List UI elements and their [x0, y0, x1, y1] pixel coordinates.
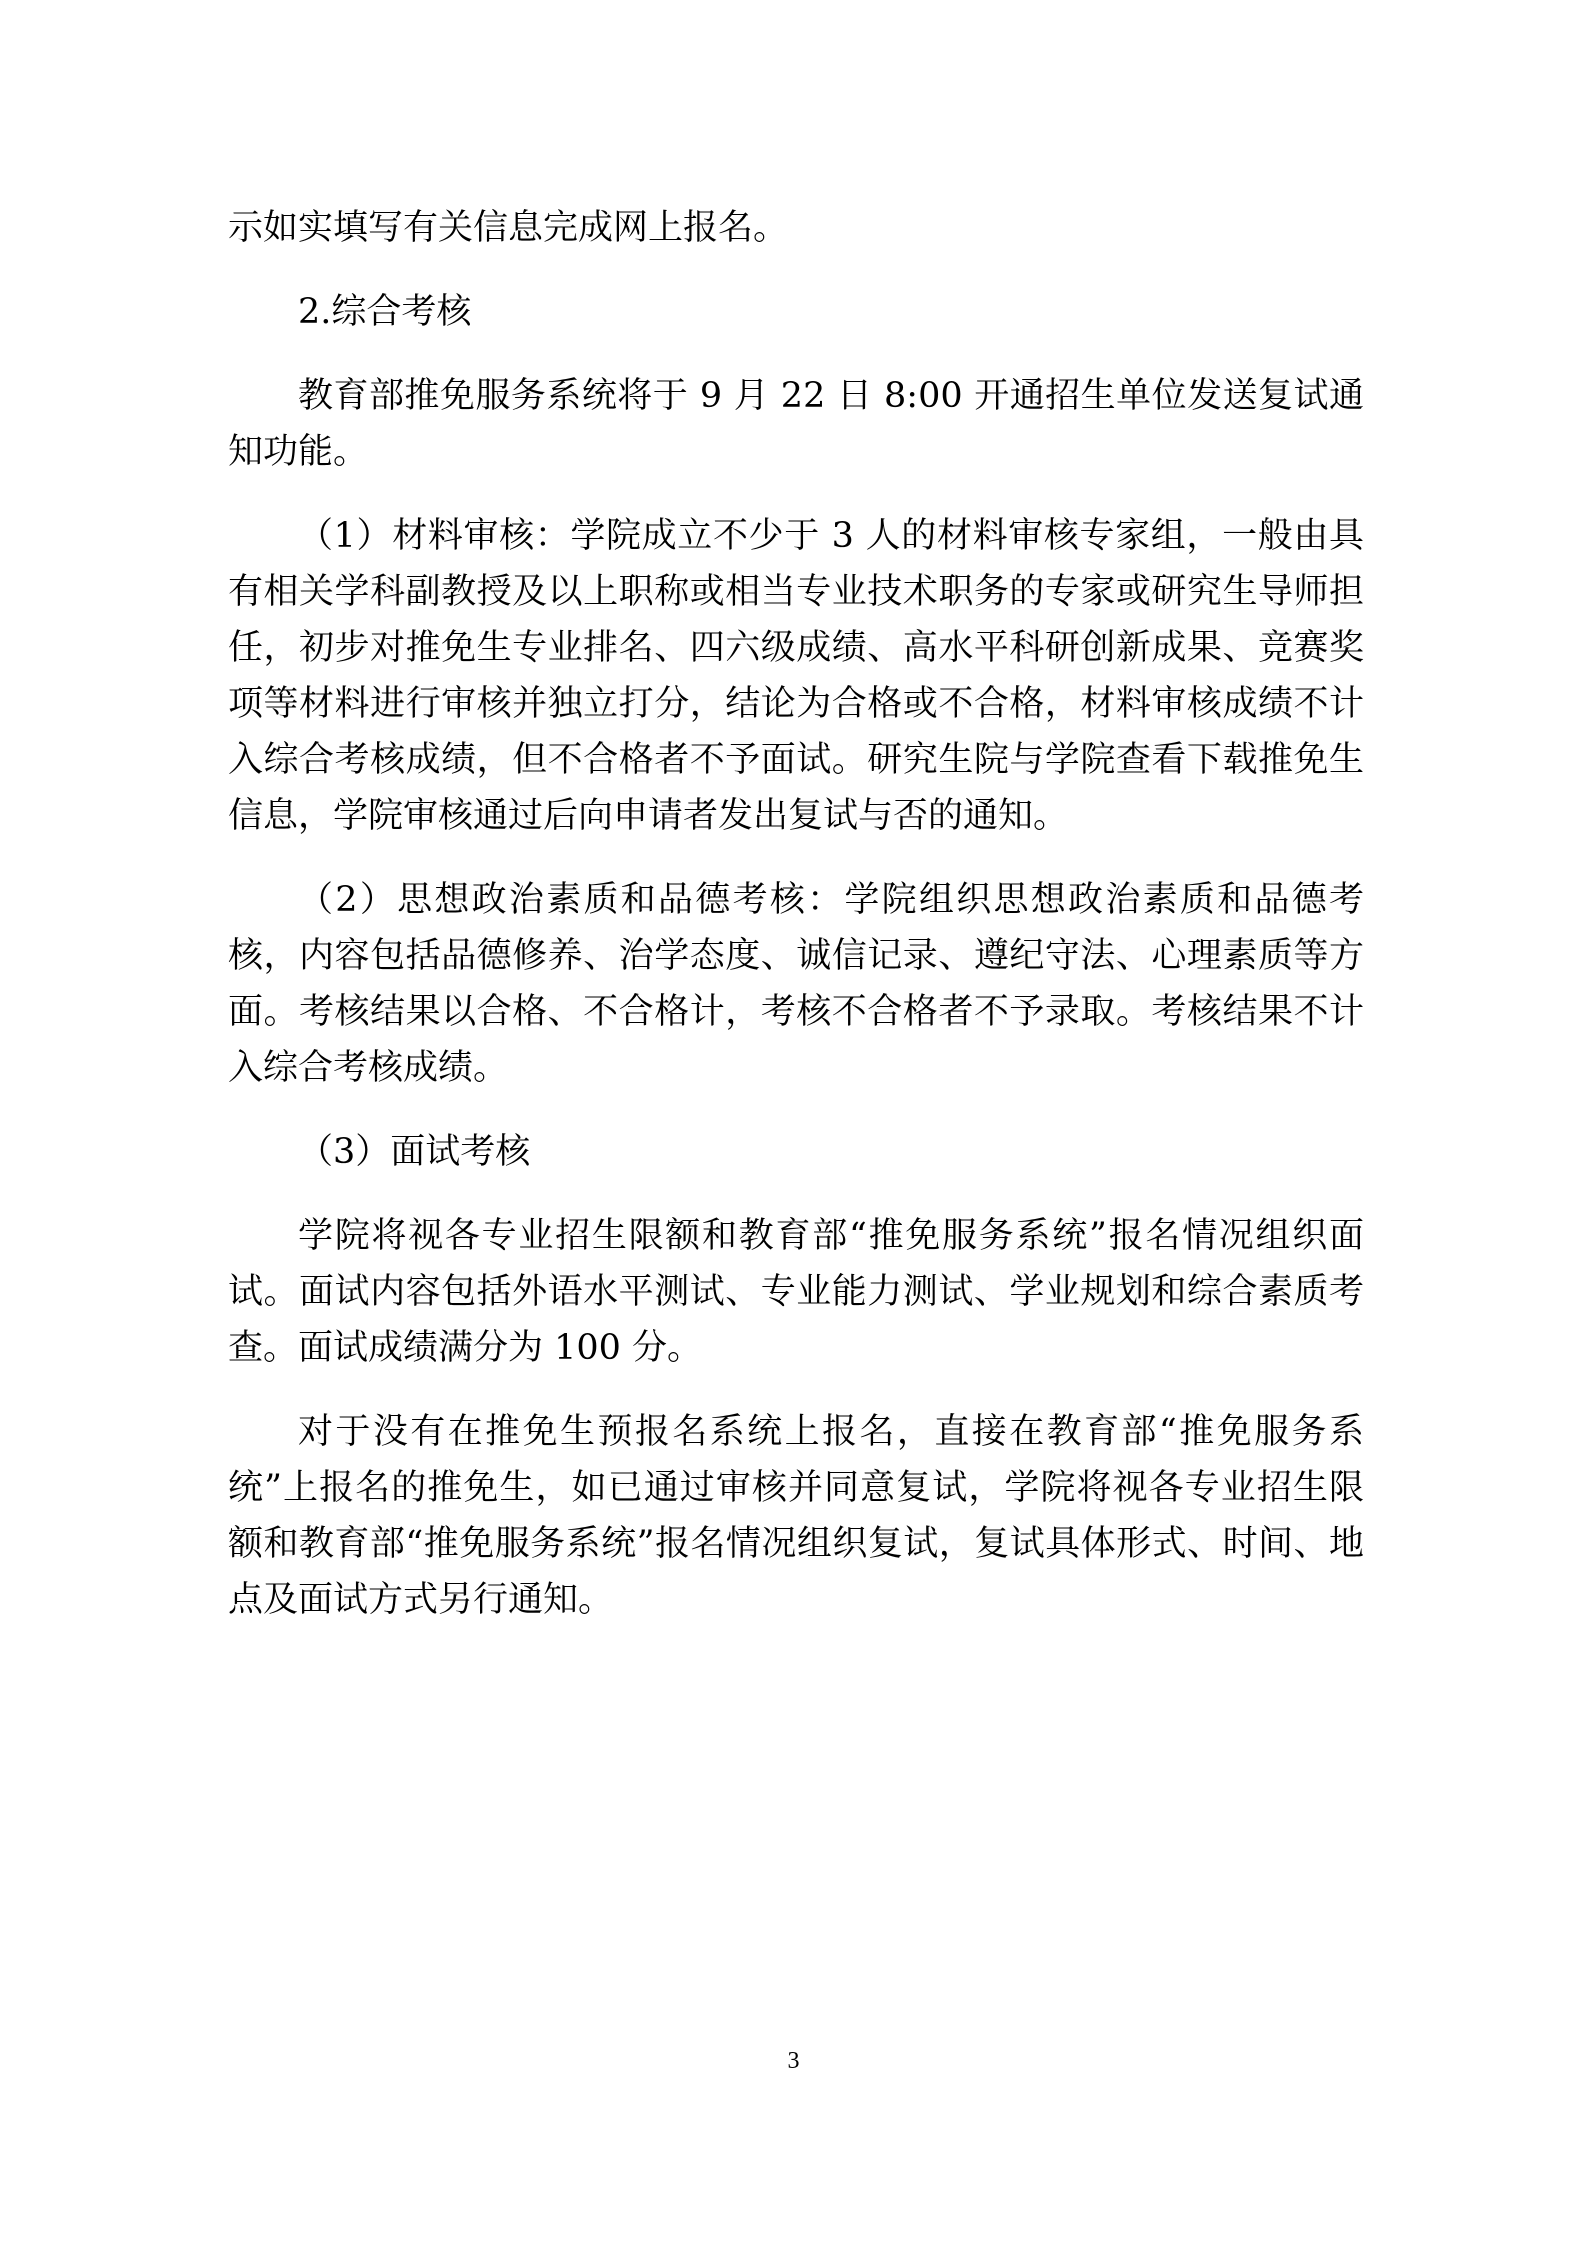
body-text [228, 200, 1364, 1656]
page-number: 3 [787, 2048, 800, 2074]
section-heading-comprehensive-assessment: 2.综合考核 [298, 292, 472, 332]
paragraph-continuation: 示如实填写有关信息完成网上报名。 [228, 208, 789, 248]
paragraph-retest-notice: 教育部推免服务系统将于 9 月 22 日 8:00 开通招生单位发送复试通知功能。 [228, 376, 1364, 472]
paragraph-material-review: （1）材料审核：学院成立不少于 3 人的材料审核专家组，一般由具有相关学科副教授及以上职称或相当专业技术职务的专家或研究生导师担任，初步对推免生专业排名、四六级成绩、高水平科研创新成果、竞赛奖项等材料进行审核并独立打分，结论为合格或不合格，材料审核成绩不计入综合考核成绩，但不合格者不予面试。研究生院与学院查看下载推免生信息，学院审核通过后向申请者发出复试与否的通知。 [228, 516, 1364, 836]
paragraph-interview-content: 学院将视各专业招生限额和教育部“推免服务系统”报名情况组织面试。面试内容包括外语水平测试、专业能力测试、学业规划和综合素质考查。面试成绩满分为 100 分。 [228, 1216, 1364, 1368]
paragraph-political-assessment: （2）思想政治素质和品德考核：学院组织思想政治素质和品德考核，内容包括品德修养、治学态度、诚信记录、遵纪守法、心理素质等方面。考核结果以合格、不合格计，考核不合格者不予录取。考核结果不计入综合考核成绩。 [228, 880, 1364, 1088]
subheading-interview: （3）面试考核 [298, 1132, 531, 1172]
paragraph-direct-registration: 对于没有在推免生预报名系统上报名，直接在教育部“推免服务系统”上报名的推免生，如已通过审核并同意复试，学院将视各专业招生限额和教育部“推免服务系统”报名情况组织复试，复试具体形式、时间、地点及面试方式另行通知。 [228, 1412, 1364, 1620]
